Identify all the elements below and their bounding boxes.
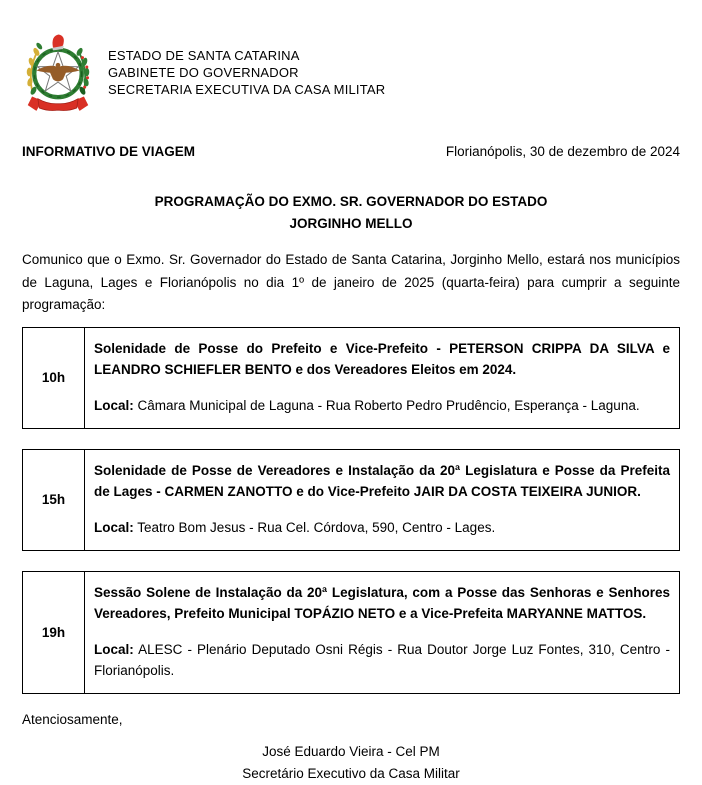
intro-paragraph: Comunico que o Exmo. Sr. Governador do Estado de Santa Catarina, Jorginho Mello, estará nos municípios de Laguna, Lages e Florianópolis no dia 1º de janeiro de 2025 (quarta-feira) para cumprir a seguinte programação: xyxy=(22,252,680,312)
document-title xyxy=(22,191,680,235)
coat-of-arms-logo xyxy=(22,30,94,114)
eagle xyxy=(36,63,79,82)
local-value: Teatro Bom Jesus - Rua Cel. Córdova, 590, Centro - Lages. xyxy=(137,519,496,535)
signatory-role: Secretário Executivo da Casa Militar xyxy=(242,765,460,781)
meta-row xyxy=(22,144,680,159)
event-time: 10h xyxy=(23,327,85,428)
local-label: Local: xyxy=(94,641,134,657)
schedule-row-10h xyxy=(22,327,680,429)
phrygian-cap xyxy=(52,35,64,51)
org-line-state: ESTADO DE SANTA CATARINA xyxy=(108,47,300,63)
doc-type-label: INFORMATIVO DE VIAGEM xyxy=(22,144,196,159)
org-name-block xyxy=(108,47,385,98)
signature-block xyxy=(22,741,680,785)
letterhead xyxy=(22,30,680,114)
schedule-row-15h xyxy=(22,449,680,551)
event-location xyxy=(94,639,670,681)
local-value: ALESC - Plenário Deputado Osni Régis - Rua Doutor Jorge Luz Fontes, 310, Centro - Florianópolis. xyxy=(94,641,670,678)
event-time: 15h xyxy=(23,449,85,550)
event-details xyxy=(85,327,680,428)
event-details xyxy=(85,571,680,693)
event-location xyxy=(94,395,670,416)
local-label: Local: xyxy=(94,397,134,413)
event-location xyxy=(94,517,670,538)
org-line-secretariat: SECRETARIA EXECUTIVA DA CASA MILITAR xyxy=(108,81,386,97)
event-details xyxy=(85,449,680,550)
signatory-name: José Eduardo Vieira - Cel PM xyxy=(262,743,440,759)
org-line-office: GABINETE DO GOVERNADOR xyxy=(108,64,299,80)
schedule-row-19h xyxy=(22,571,680,694)
event-description: Solenidade de Posse de Vereadores e Instalação da 20ª Legislatura e Posse da Prefeita de Lages - CARMEN ZANOTTO e do Vice-Prefeito JAIR DA COSTA TEIXEIRA JUNIOR. xyxy=(94,462,670,499)
local-label: Local: xyxy=(94,519,134,535)
title-line-1: PROGRAMAÇÃO DO EXMO. SR. GOVERNADOR DO ESTADO xyxy=(154,194,548,209)
event-time: 19h xyxy=(23,571,85,693)
event-description: Solenidade de Posse do Prefeito e Vice-Prefeito - PETERSON CRIPPA DA SILVA e LEANDRO SCHIEFLER BENTO e dos Vereadores Eleitos em 2024. xyxy=(94,340,670,377)
local-value: Câmara Municipal de Laguna - Rua Roberto Pedro Prudêncio, Esperança - Laguna. xyxy=(137,397,640,413)
closing-salutation: Atenciosamente, xyxy=(22,711,123,727)
event-description: Sessão Solene de Instalação da 20ª Legislatura, com a Posse das Senhoras e Senhores Vereadores, Prefeito Municipal TOPÁZIO NETO e a Vice-Prefeita MARYANNE MATTOS. xyxy=(94,584,670,621)
title-line-2: JORGINHO MELLO xyxy=(289,216,413,231)
dateline: Florianópolis, 30 de dezembro de 2024 xyxy=(445,144,680,159)
